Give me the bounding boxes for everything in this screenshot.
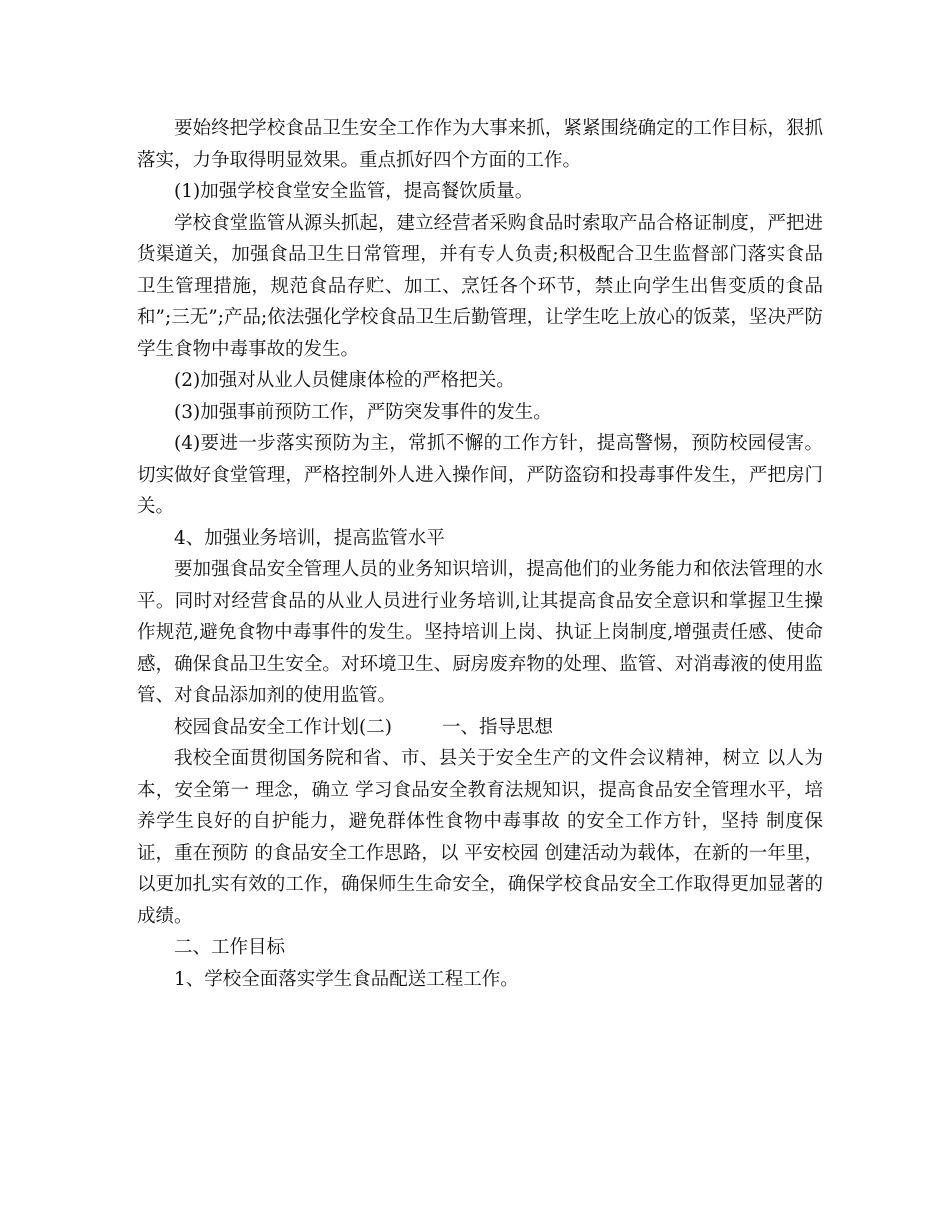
paragraph-training: 要加强食品安全管理人员的业务知识培训，提高他们的业务能力和依法管理的水平。同时对经营食品的从业人员进行业务培训,让其提高食品安全意识和掌握卫生操作规范,避免食物中毒事件的发生。坚持培训上岗、执证上岗制度,增强责任感、使命感，确保食品卫生安全。对环境卫生、厨房废弃物的处理、监管、对消毒液的使用监管、对食品添加剂的使用监管。: [137, 559, 823, 706]
document-body: [137, 113, 823, 995]
heading-guiding-ideology: 一、指导思想: [441, 716, 553, 738]
paragraph-canteen-details: 学校食堂监管从源头抓起，建立经营者采购食品时索取产品合格证制度，严把进货渠道关，加强食品卫生日常管理，并有专人负责;积极配合卫生监督部门落实食品卫生管理措施，规范食品存贮、加工、烹饪各个环节，禁止向学生出售变质的食品和”;三无”;产品;依法强化学校食品卫生后勤管理，让学生吃上放心的饭菜，坚决严防学生食物中毒事故的发生。: [137, 212, 823, 360]
item-food-delivery: 1、学校全面落实学生食品配送工程工作。: [174, 968, 519, 990]
plan-title: 校园食品安全工作计划(二): [174, 716, 392, 738]
item-health-checks: (2)加强对从业人员健康体检的严格把关。: [174, 370, 515, 391]
item-canteen-supervision: (1)加强学校食堂安全监管，提高餐饮质量。: [174, 181, 534, 202]
section-title-line: [137, 712, 823, 744]
item-prevention: (3)加强事前预防工作，严防突发事件的发生。: [174, 401, 552, 423]
item-campus-protection: (4)要进一步落实预防为主，常抓不懈的工作方针，提高警惕，预防校园侵害。切实做好食堂管理，严格控制外人进入操作间，严防盗窃和投毒事件发生，严把房门关。: [137, 433, 823, 517]
heading-training: 4、加强业务培训，提高监管水平: [174, 527, 445, 549]
paragraph-guiding-ideology: 我校全面贯彻国务院和省、市、县关于安全生产的文件会议精神，树立 以人为本，安全第一 理念，确立 学习食品安全教育法规知识，提高食品安全管理水平，培养学生良好的自护能力，避免群体性食物中毒事故 的安全工作方针，坚持 制度保证，重在预防 的食品安全工作思路，以 平安校园 创建活动为载体，在新的一年里，以更加扎实有效的工作，确保师生生命安全，确保学校食品安全工作取得更加显著的成绩。: [137, 748, 823, 927]
heading-work-goals: 二、工作目标: [174, 937, 286, 958]
paragraph-intro: 要始终把学校食品卫生安全工作作为大事来抓，紧紧围绕确定的工作目标，狠抓落实，力争取得明显效果。重点抓好四个方面的工作。: [137, 118, 823, 171]
